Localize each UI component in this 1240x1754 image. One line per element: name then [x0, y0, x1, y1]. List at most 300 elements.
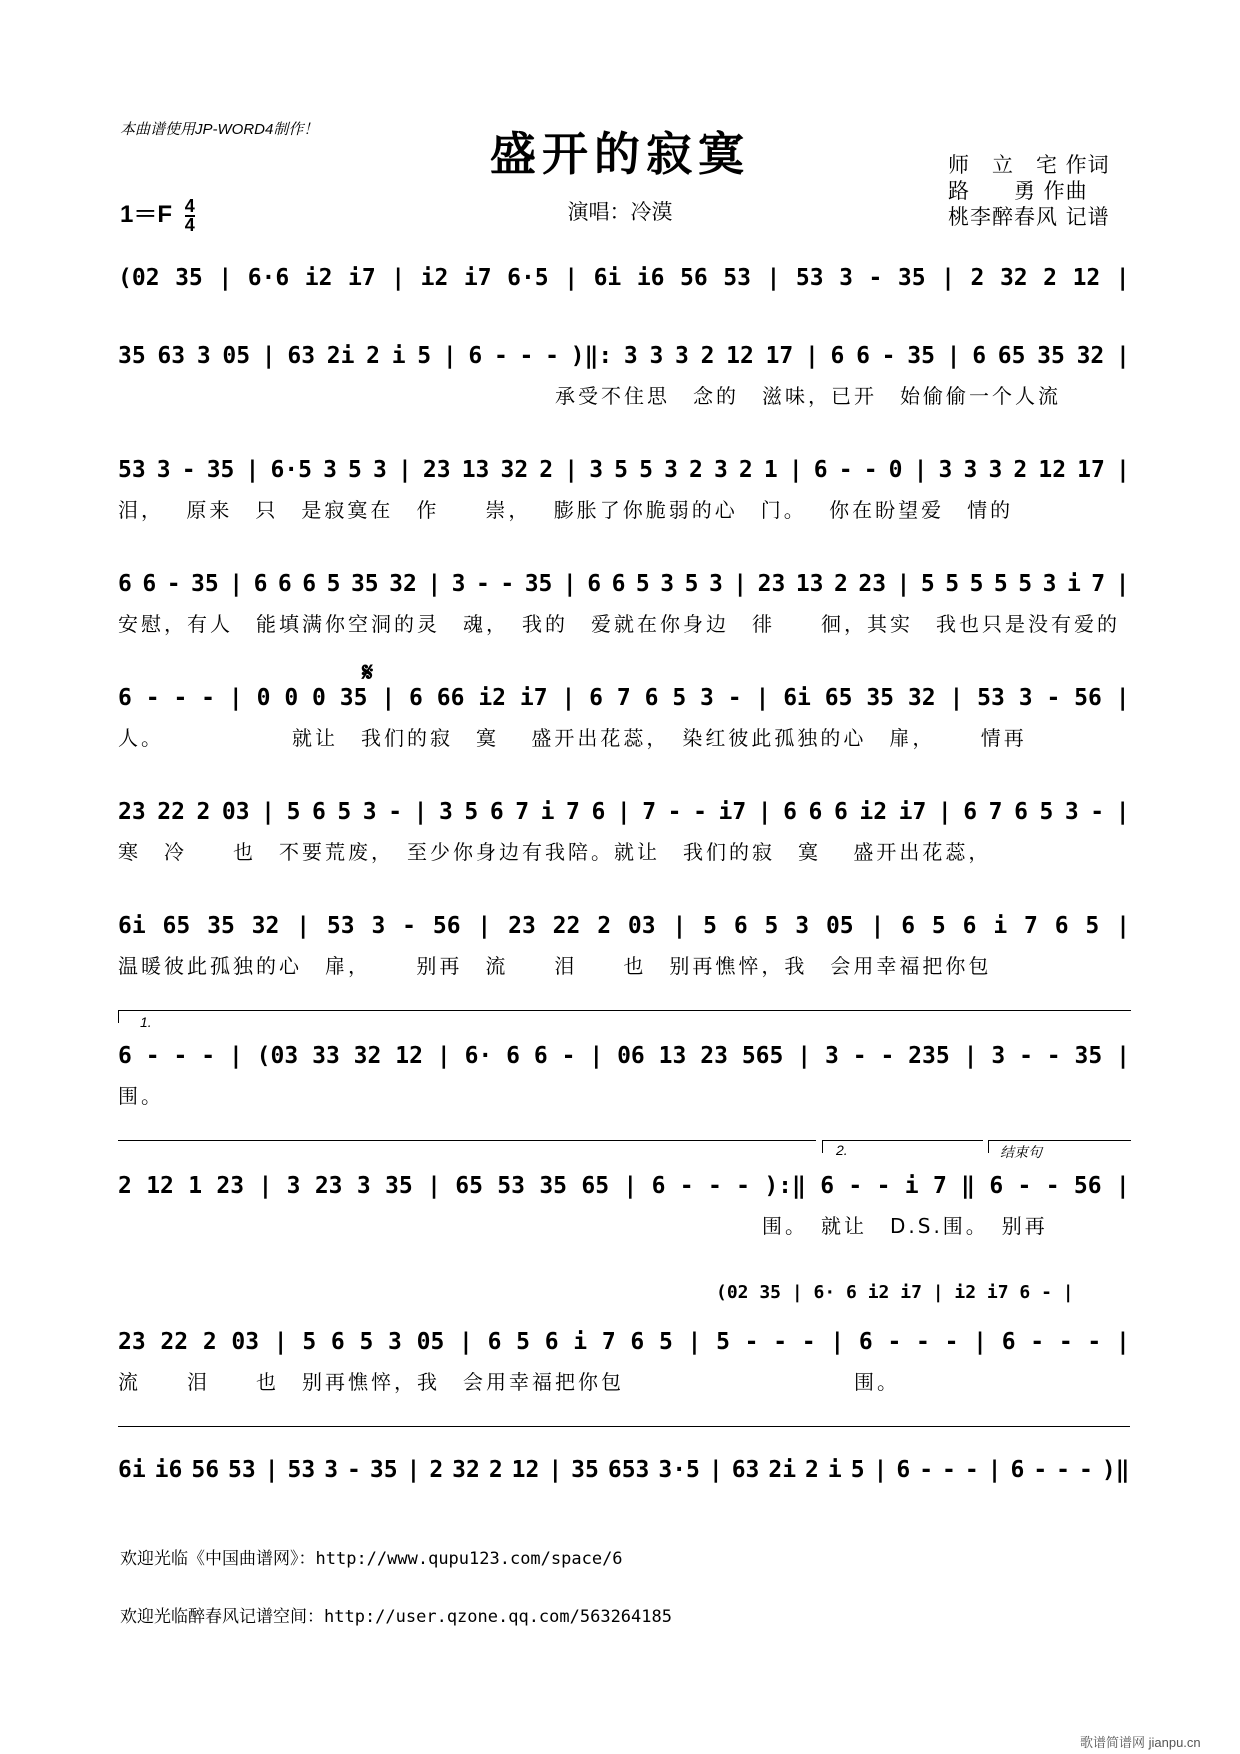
note-group: 6 — [896, 1457, 911, 1483]
barline: | — [797, 1043, 812, 1069]
notation-row — [118, 338, 1130, 374]
note-group: 2 — [597, 913, 612, 939]
note-group: 7 — [566, 799, 580, 825]
barline: | — [261, 343, 276, 369]
note-group: 23 — [508, 913, 536, 939]
note-group: 3 — [196, 343, 211, 369]
note-group: 6 — [302, 571, 317, 597]
note-group: 35 — [1074, 1043, 1103, 1069]
barline: | — [229, 571, 244, 597]
note-group: 3 — [451, 571, 466, 597]
notation-row — [118, 794, 1130, 830]
note-group: 6 — [409, 685, 423, 711]
note-group: 6 — [587, 571, 602, 597]
note-group: i6 — [636, 265, 665, 291]
note-group: 6 — [611, 571, 626, 597]
note-group: 32 — [251, 913, 280, 939]
note-group: 35 — [350, 571, 379, 597]
note-group: 56 — [1074, 685, 1102, 711]
note-group: 6 — [813, 457, 828, 483]
note-group: - — [887, 1329, 902, 1355]
note-group: 13 — [658, 1043, 687, 1069]
note-group: 5 — [945, 571, 960, 597]
note-group: 5 — [302, 1329, 317, 1355]
note-group: 7 — [515, 799, 530, 825]
note-group: 235 — [908, 1043, 950, 1069]
barline: | — [733, 571, 748, 597]
note-group: 3 — [839, 265, 853, 291]
note-group: 32 — [907, 685, 936, 711]
note-group: - — [1058, 1329, 1073, 1355]
note-group: 6 — [989, 1173, 1004, 1199]
note-group: 6 — [856, 343, 870, 369]
note-group: 1 — [763, 457, 778, 483]
note-group: 3 — [649, 343, 664, 369]
note-group: 6 — [858, 1329, 873, 1355]
note-group: 5 — [920, 571, 935, 597]
note-group: 0 — [312, 685, 326, 711]
coda-label: 结束句 — [1000, 1144, 1042, 1160]
note-group: 23 — [757, 571, 786, 597]
barline: | — [896, 571, 911, 597]
note-group: 6 — [962, 913, 977, 939]
note-group: 35 — [207, 913, 235, 939]
note-group: 3 — [675, 343, 689, 369]
note-group: - — [1033, 1457, 1048, 1483]
note-group: i — [540, 799, 555, 825]
barline: )‖ — [1101, 1457, 1130, 1483]
note-group: 12 — [726, 343, 754, 369]
note-group: - — [1017, 1173, 1032, 1199]
note-group: 35 — [1037, 343, 1065, 369]
note-group: 66 — [436, 685, 465, 711]
note-group: 35 — [866, 685, 895, 711]
note-group: 53 — [326, 913, 355, 939]
note-group: i — [1066, 571, 1081, 597]
lyrics-row: 泪， 原来 只 是寂寞在 作 崇， 膨胀了你脆弱的心 门。 你在盼望爱 情的 — [118, 498, 1014, 522]
note-group: 6 — [487, 1329, 502, 1355]
note-group: - — [880, 1043, 895, 1069]
barline: | — [937, 799, 952, 825]
note-group: 6 — [1014, 799, 1028, 825]
note-group: 3 — [156, 457, 171, 483]
barline: | — [427, 571, 442, 597]
note-group: - — [181, 457, 196, 483]
note-group: 6 — [544, 1329, 559, 1355]
note-group: 12 — [395, 1043, 423, 1069]
note-group: 17 — [1077, 457, 1105, 483]
note-group: 32 — [500, 457, 529, 483]
note-group: 6 — [1054, 913, 1069, 939]
page-title: 盛开的寂寞 — [490, 127, 750, 181]
barline: | — [913, 457, 928, 483]
note-group: 65 — [455, 1173, 483, 1199]
note-group: 5 — [716, 1329, 730, 1355]
barline: | — [870, 913, 885, 939]
note-group: - — [727, 685, 742, 711]
software-note: 本曲谱使用JP-WORD4制作！ — [120, 121, 319, 138]
barline: )‖: — [570, 343, 613, 369]
note-group: 5 — [326, 571, 341, 597]
note-group: 3 — [664, 457, 678, 483]
note-group: 7 — [988, 799, 1003, 825]
note-group: 65 — [162, 913, 191, 939]
barline: | — [949, 685, 964, 711]
note-group: - — [944, 1329, 959, 1355]
note-group: 5 — [1039, 799, 1054, 825]
note-group: 5 — [850, 1457, 865, 1483]
note-group: 35 — [191, 571, 219, 597]
volta-2-label: 2. — [836, 1142, 848, 1158]
note-group: 35 — [206, 457, 235, 483]
time-bottom: 4 — [184, 214, 195, 235]
note-group: - — [1090, 799, 1105, 825]
note-group: 22 — [157, 799, 185, 825]
barline: | — [1115, 343, 1130, 369]
note-group: 6 — [630, 1329, 645, 1355]
note-group: 32 — [452, 1457, 480, 1483]
barline: | — [258, 1173, 273, 1199]
footer-link-1[interactable]: 欢迎光临《中国曲谱网》：http://www.qupu123.com/space/6 — [120, 1549, 623, 1569]
note-group: 3 — [623, 343, 638, 369]
note-group: 3 — [589, 457, 604, 483]
note-group: 5 — [1018, 571, 1033, 597]
note-group: 6i — [593, 265, 622, 291]
lyrics-row: 围。 就让 D.S.围。 别再 — [118, 1214, 1048, 1238]
note-group: 03 — [231, 1329, 260, 1355]
note-group: 32 — [389, 571, 417, 597]
note-group: - — [801, 1329, 816, 1355]
note-group: - — [848, 1173, 863, 1199]
intro-small-notation: (02 35 | 6· 6 i2 i7 | i2 i7 6 - | — [716, 1282, 1074, 1303]
note-group: - — [863, 457, 878, 483]
notation-row — [118, 680, 1130, 716]
barline: | — [562, 571, 577, 597]
note-group: 3 — [1042, 571, 1057, 597]
note-group: 6 — [833, 799, 848, 825]
note-group: 35 — [571, 1457, 599, 1483]
lyrics-row: 温暖彼此孤独的心 扉， 别再 流 泪 也 别再憔悴，我 会用幸福把你包 — [118, 954, 992, 978]
note-group: i2 — [304, 265, 333, 291]
note-group: 6 — [1001, 1329, 1016, 1355]
note-group: 6 — [118, 1043, 132, 1069]
note-group: 6 — [253, 571, 268, 597]
note-group: - — [942, 1457, 956, 1483]
barline: | — [218, 265, 233, 291]
note-group: 32 — [1076, 343, 1105, 369]
note-group: - — [1046, 685, 1061, 711]
barline: | — [672, 913, 687, 939]
note-group: 7 — [932, 1173, 947, 1199]
note-group: i2 — [478, 685, 507, 711]
notation-row — [118, 1038, 1130, 1074]
footer-link-2[interactable]: 欢迎光临醉春风记谱空间：http://user.qzone.qq.com/563264185 — [120, 1607, 672, 1627]
barline: | — [873, 1457, 888, 1483]
barline: | — [1116, 1043, 1130, 1069]
note-group: 5 — [993, 571, 1008, 597]
note-group: 7 — [601, 1329, 616, 1355]
note-group: 3 — [373, 457, 387, 483]
note-group: - — [402, 913, 416, 939]
barline: | — [381, 685, 396, 711]
note-group: - — [1045, 1173, 1060, 1199]
barline: | — [406, 1457, 421, 1483]
note-group: 5 — [1085, 913, 1100, 939]
note-group: 6· — [464, 1043, 493, 1069]
barline: | — [616, 799, 631, 825]
note-group: 23 — [700, 1043, 728, 1069]
transcriber-credit: 桃李醉春风 记谱 — [948, 205, 1110, 229]
note-group: 65 — [997, 343, 1026, 369]
barline: | — [561, 685, 576, 711]
barline: | — [1115, 1329, 1130, 1355]
note-group: - — [173, 685, 188, 711]
barline: | — [589, 1043, 604, 1069]
note-group: 35 — [539, 1173, 568, 1199]
note-group: 6 — [808, 799, 823, 825]
note-group: 06 — [617, 1043, 645, 1069]
singer-credit: 演唱：冷漠 — [567, 200, 673, 224]
note-group: 3 — [388, 1329, 402, 1355]
note-group: - — [493, 343, 508, 369]
note-group: 7 — [1024, 913, 1038, 939]
note-group: 3 — [824, 1043, 839, 1069]
note-group: 3 — [371, 913, 386, 939]
note-group: 05 — [222, 343, 251, 369]
note-group: 5 — [684, 571, 699, 597]
note-group: - — [667, 799, 682, 825]
note-group: i7 — [348, 265, 376, 291]
note-group: - — [881, 343, 896, 369]
volta-1-label: 1. — [140, 1014, 152, 1030]
note-group: 3 — [708, 571, 723, 597]
note-group: 3 — [700, 685, 714, 711]
note-group: 65 — [824, 685, 853, 711]
note-group: 6i — [118, 1457, 146, 1483]
note-group: - — [1019, 1043, 1033, 1069]
note-group: 5 — [969, 571, 984, 597]
barline: | — [830, 1329, 845, 1355]
note-group: 6 — [533, 1043, 548, 1069]
note-group: 5 — [614, 457, 629, 483]
barline: | — [548, 1457, 563, 1483]
notation-row — [118, 1168, 1130, 1204]
barline: | — [766, 265, 781, 291]
note-group: - — [500, 571, 515, 597]
barline: ):‖ — [764, 1173, 806, 1199]
note-group: 5 — [516, 1329, 530, 1355]
note-group: 03 — [627, 913, 656, 939]
note-group: 63 — [287, 343, 316, 369]
barline: | — [1115, 265, 1130, 291]
note-group: i2 — [859, 799, 888, 825]
notation-row — [118, 1452, 1130, 1488]
note-group: 6 — [820, 1173, 835, 1199]
note-group: - — [919, 1457, 934, 1483]
note-group: - — [773, 1329, 788, 1355]
barline: | — [459, 1329, 473, 1355]
note-group: 56 — [680, 265, 708, 291]
note-group: - — [201, 685, 216, 711]
note-group: 0 — [888, 457, 903, 483]
barline: | — [963, 1043, 978, 1069]
note-group: 53 — [228, 1457, 256, 1483]
note-group: 2 — [429, 1457, 444, 1483]
note-group: 03 — [221, 799, 250, 825]
note-group: 5 — [348, 457, 362, 483]
note-group: - — [1078, 1457, 1093, 1483]
note-group: - — [545, 343, 559, 369]
note-group: 35 — [118, 343, 146, 369]
note-group: 2 — [196, 799, 211, 825]
note-group: 565 — [741, 1043, 784, 1069]
note-group: - — [736, 1173, 750, 1199]
note-group: 56 — [432, 913, 461, 939]
note-group: 12 — [1038, 457, 1067, 483]
note-group: - — [347, 1457, 361, 1483]
lyrics-row: 人。 就让 我们的寂 寞 盛开出花蕊， 染红彼此孤独的心 扉， 情再 — [118, 726, 1027, 750]
note-group: 3 — [286, 1173, 301, 1199]
note-group: 2i — [326, 343, 355, 369]
note-group: 3 — [713, 457, 728, 483]
barline: | — [755, 685, 770, 711]
note-group: 6 — [1010, 1457, 1025, 1483]
barline: | — [442, 343, 457, 369]
note-group: 33 — [312, 1043, 340, 1069]
note-group: 3 — [324, 1457, 339, 1483]
note-group: 5 — [658, 1329, 673, 1355]
note-group: - — [145, 1043, 160, 1069]
note-group: 05 — [416, 1329, 445, 1355]
barline: | — [228, 685, 243, 711]
barline: | — [708, 1457, 723, 1483]
note-group: 3 — [795, 913, 810, 939]
note-group: - — [476, 571, 490, 597]
note-group: 2 — [488, 1457, 503, 1483]
note-group: 3 — [356, 1173, 371, 1199]
note-group: 35 — [385, 1173, 413, 1199]
barline: | — [427, 1173, 441, 1199]
note-group: 56 — [191, 1457, 220, 1483]
note-group: - — [388, 799, 403, 825]
note-group: 2 — [689, 457, 703, 483]
barline: | — [788, 457, 803, 483]
note-group: 35 — [524, 571, 553, 597]
barline: | — [564, 457, 579, 483]
barline: | — [941, 265, 956, 291]
note-group: 23 — [118, 1329, 146, 1355]
note-group: 3 — [362, 799, 377, 825]
barline: | — [564, 265, 579, 291]
notation-row — [118, 566, 1130, 602]
note-group: 5 — [464, 799, 479, 825]
lyrics-row: 围。 — [118, 1084, 164, 1108]
note-group: 35 — [907, 343, 935, 369]
note-group: 35 — [339, 685, 368, 711]
note-group: 63 — [731, 1457, 760, 1483]
note-group: 5 — [639, 457, 653, 483]
note-group: 2 — [539, 457, 554, 483]
note-group: 6 — [489, 799, 504, 825]
barline: | — [1115, 1173, 1130, 1199]
note-group: i — [391, 343, 406, 369]
note-group: 6·5 — [270, 457, 312, 483]
barline: | — [987, 1457, 1002, 1483]
volta-1-bracket — [118, 1010, 1131, 1023]
note-group: 53 — [977, 685, 1005, 711]
lyrics-row: 流 泪 也 别再憔悴，我 会用幸福把你包 围。 — [118, 1370, 900, 1394]
barline: ‖ — [961, 1173, 975, 1199]
barline: | — [1115, 799, 1130, 825]
note-group: - — [1030, 1329, 1045, 1355]
barline: | — [436, 1043, 451, 1069]
note-group: 53 — [795, 265, 824, 291]
note-group: 6i — [783, 685, 811, 711]
note-group: 6 — [651, 1173, 666, 1199]
lyrics-row: 承受不住思 念的 滋味，已开 始偷偷一个人流 — [118, 384, 1061, 408]
barline: | — [228, 1043, 243, 1069]
barline: | — [757, 799, 772, 825]
notation-row — [118, 908, 1130, 944]
note-group: - — [964, 1457, 979, 1483]
note-group: - — [707, 1173, 722, 1199]
note-group: 6 — [830, 343, 845, 369]
note-group: 2 — [805, 1457, 819, 1483]
note-group: 0 — [256, 685, 271, 711]
note-group: 6 — [311, 799, 326, 825]
note-group: 12 — [146, 1173, 174, 1199]
note-group: - — [145, 685, 160, 711]
note-group: 32 — [999, 265, 1028, 291]
note-group: 6i — [118, 913, 146, 939]
note-group: 2 — [738, 457, 753, 483]
note-group: 6·6 — [247, 265, 290, 291]
note-group: 53 — [287, 1457, 316, 1483]
note-group: 53 — [118, 457, 146, 483]
note-group: 05 — [825, 913, 854, 939]
barline: | — [261, 799, 276, 825]
note-group: 23 — [314, 1173, 343, 1199]
note-group: 6 — [277, 571, 292, 597]
note-group: 653 — [607, 1457, 650, 1483]
lyricist-credit: 师 立 宅 作词 — [948, 153, 1110, 177]
note-group: 35 — [175, 265, 203, 291]
note-group: 22 — [552, 913, 581, 939]
barline: | — [1115, 457, 1130, 483]
note-group: 3 — [991, 1043, 1006, 1069]
note-group: i7 — [463, 265, 492, 291]
note-group: 5 — [417, 343, 432, 369]
note-group: - — [744, 1329, 759, 1355]
barline: | — [623, 1173, 638, 1199]
note-group: i7 — [519, 685, 548, 711]
note-group: - — [679, 1173, 694, 1199]
notation-row — [118, 452, 1130, 488]
note-group: 65 — [581, 1173, 610, 1199]
note-group: 5 — [703, 913, 717, 939]
barline: | — [413, 799, 428, 825]
note-group: - — [1046, 1043, 1061, 1069]
note-group: 13 — [461, 457, 490, 483]
time-signature — [184, 195, 195, 235]
note-group: 2 — [700, 343, 715, 369]
note-group: 0 — [284, 685, 299, 711]
note-group: 7 — [616, 685, 631, 711]
note-group: 2 — [118, 1173, 132, 1199]
top-bracket — [118, 1140, 816, 1141]
note-group: 6 — [118, 571, 132, 597]
note-group: 2i — [768, 1457, 797, 1483]
